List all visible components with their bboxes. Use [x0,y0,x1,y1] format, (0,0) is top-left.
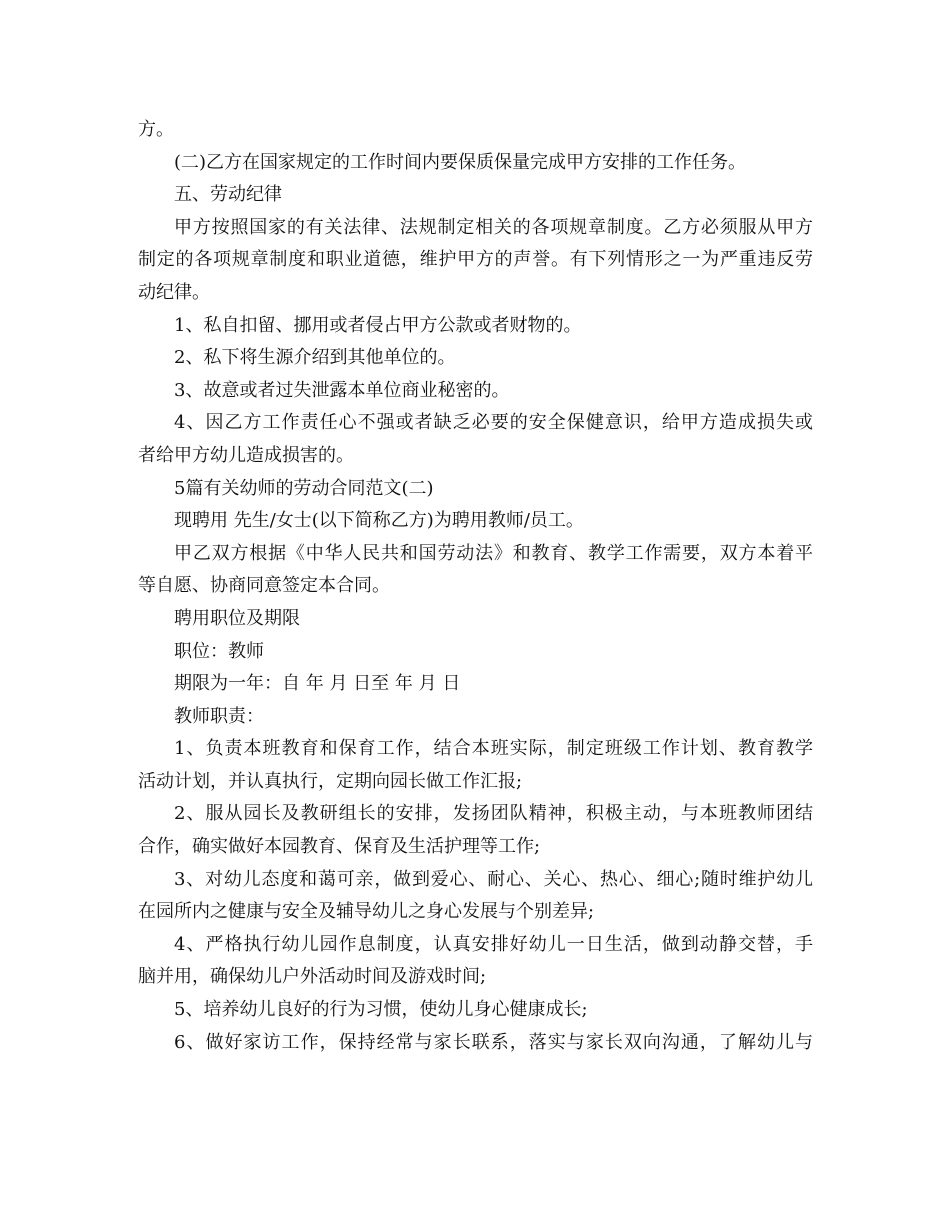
text-line: 4、严格执行幼儿园作息制度，认真安排好幼儿一日生活，做到动静交替，手 [174,933,813,955]
text-line: 脑并用，确保幼儿户外活动时间及游戏时间; [138,966,487,988]
text-line: 甲乙双方根据《中华人民共和国劳动法》和教育、教学工作需要，双方本着平 [174,542,813,564]
text-line: 6、做好家访工作，保持经常与家长联系，落实与家长双向沟通，了解幼儿与 [174,1031,813,1053]
text-line: 5、培养幼儿良好的行为习惯，使幼儿身心健康成长; [174,999,588,1021]
text-line: 活动计划，并认真执行，定期向园长做工作汇报; [138,770,523,792]
text-line: 教师职责： [174,705,264,727]
text-line: 五、劳动纪律 [174,184,282,206]
text-line: 2、私下将生源介绍到其他单位的。 [174,347,456,369]
text-line: 职位：教师 [174,640,264,662]
text-line: 期限为一年：自 年 月 日至 年 月 日 [174,673,461,695]
text-line: 甲方按照国家的有关法律、法规制定相关的各项规章制度。乙方必须服从甲方 [174,216,813,238]
text-line: 方。 [138,119,174,140]
text-line: 2、服从园长及教研组长的安排，发扬团队精神，积极主动，与本班教师团结 [174,803,813,825]
text-line: 3、对幼儿态度和蔼可亲，做到爱心、耐心、关心、热心、细心;随时维护幼儿 [174,868,813,890]
text-line: 聘用职位及期限 [174,607,300,629]
contract-text-body [138,114,813,1059]
text-line: 1、私自扣留、挪用或者侵占甲方公款或者财物的。 [174,314,582,336]
text-line: 4、因乙方工作责任心不强或者缺乏必要的安全保健意识，给甲方造成损失或 [174,412,813,434]
text-line: 5篇有关幼师的劳动合同范文(二) [174,477,434,499]
text-line: 等自愿、协商同意签定本合同。 [138,575,390,597]
text-line: 制定的各项规章制度和职业道德，维护甲方的声誉。有下列情形之一为严重违反劳 [138,249,813,271]
text-line: (二)乙方在国家规定的工作时间内要保质保量完成甲方安排的工作任务。 [174,151,747,173]
text-line: 动纪律。 [138,281,210,303]
text-line: 在园所内之健康与安全及辅导幼儿之身心发展与个别差异; [138,901,595,923]
text-line: 3、故意或者过失泄露本单位商业秘密的。 [174,379,510,401]
text-line: 者给甲方幼儿造成损害的。 [138,444,354,466]
text-line: 1、负责本班教育和保育工作，结合本班实际，制定班级工作计划、教育教学 [174,738,813,760]
text-line: 现聘用 先生/女士(以下简称乙方)为聘用教师/员工。 [174,510,584,532]
text-line: 合作，确实做好本园教育、保育及生活护理等工作; [138,836,541,858]
